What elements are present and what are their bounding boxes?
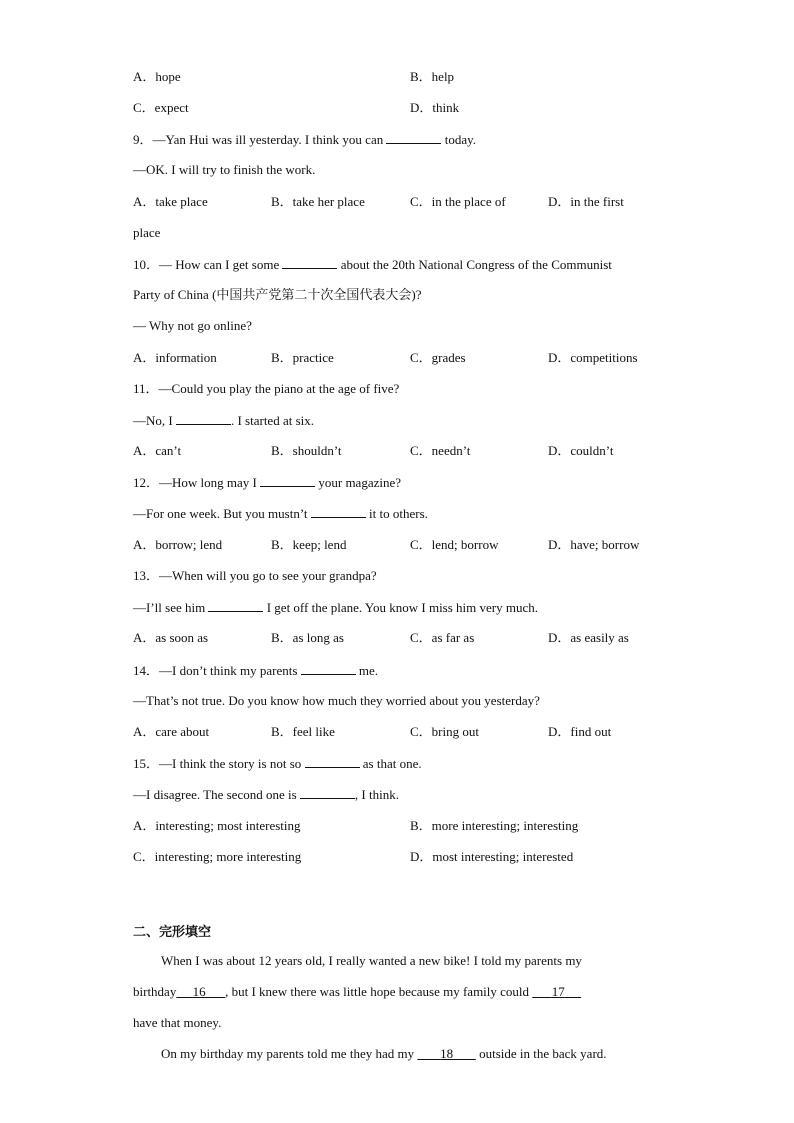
q11-option-a: A．can’t: [133, 443, 182, 458]
q15-reply: [133, 786, 399, 803]
q12-option-a: A．borrow; lend: [133, 537, 223, 552]
passage-line-1: When I was about 12 years old, I really wanted a new bike! I told my parents my: [161, 953, 582, 968]
q8-option-d: D．think: [410, 100, 460, 115]
q12-option-d: D．have; borrow: [548, 537, 640, 552]
q15-blank-2: [300, 786, 355, 799]
q11-option-b: B．shouldn’t: [271, 443, 342, 458]
q11-reply-end: . I started at six.: [230, 413, 315, 428]
q10-stem: [133, 256, 612, 273]
q13-option-c: C．as far as: [410, 630, 475, 645]
q11-reply-text: —No, I: [133, 413, 173, 428]
q13-stem: 13．—When will you go to see your grandpa?: [133, 568, 377, 583]
q11-blank: [176, 412, 231, 425]
blank-17-number: 17: [551, 984, 565, 999]
blank-16-number: 16: [192, 984, 206, 999]
q10-blank: [282, 256, 337, 269]
q11-option-c: C．needn’t: [410, 443, 471, 458]
q10-stem-text: 10．— How can I get some: [133, 257, 280, 272]
q9-stem-end: today.: [444, 132, 477, 147]
q15-reply-end: , I think.: [354, 787, 399, 802]
blank-17: [532, 984, 581, 999]
q9-option-b: B．take her place: [271, 194, 365, 209]
q10-stem-mid: about the 20th National Congress of the Communist: [340, 257, 612, 272]
q13-option-b: B．as long as: [271, 630, 344, 645]
q9-blank: [386, 131, 441, 144]
blank-18-number: 18: [440, 1046, 454, 1061]
q13-reply: [133, 599, 538, 616]
q10-option-a: A．information: [133, 350, 217, 365]
q12-option-c: C．lend; borrow: [410, 537, 499, 552]
q11-reply: [133, 412, 314, 429]
q14-blank: [301, 662, 356, 675]
q12-reply: [133, 505, 428, 522]
passage-line-3: have that money.: [133, 1015, 222, 1030]
q13-blank: [208, 599, 263, 612]
q14-option-a: A．care about: [133, 724, 210, 739]
q15-reply-text: —I disagree. The second one is: [133, 787, 297, 802]
q12-blank-1: [260, 474, 315, 487]
q13-reply-text: —I’ll see him: [133, 600, 206, 615]
q9-option-d: D．in the first: [548, 194, 624, 209]
blank-16: [176, 984, 225, 999]
q14-option-d: D．find out: [548, 724, 612, 739]
passage-text-2: On my birthday my parents told me they had my: [161, 1046, 415, 1061]
q9-option-d-wrap: place: [133, 225, 161, 240]
q15-option-b: B．more interesting; interesting: [410, 818, 579, 833]
q10-option-d: D．competitions: [548, 350, 638, 365]
q15-option-a: A．interesting; most interesting: [133, 818, 301, 833]
q9-stem-text: 9．—Yan Hui was ill yesterday. I think you can: [133, 132, 384, 147]
q8-option-c: C．expect: [133, 100, 189, 115]
q14-stem-end: me.: [358, 663, 379, 678]
q8-option-b: B．help: [410, 69, 455, 84]
q14-stem: [133, 662, 378, 679]
q14-option-c: C．bring out: [410, 724, 479, 739]
q15-blank-1: [305, 755, 360, 768]
q14-option-b: B．feel like: [271, 724, 335, 739]
q15-option-d: D．most interesting; interested: [410, 849, 574, 864]
q11-option-d: D．couldn’t: [548, 443, 614, 458]
passage-text-2-end: outside in the back yard.: [479, 1046, 607, 1061]
q12-stem: [133, 474, 401, 491]
q12-option-b: B．keep; lend: [271, 537, 347, 552]
passage-line-4: [161, 1046, 607, 1062]
blank-18: [417, 1046, 476, 1061]
q9-stem: [133, 131, 476, 148]
q15-stem: [133, 755, 422, 772]
passage-line-2: [133, 984, 581, 1000]
q12-stem-text: 12．—How long may I: [133, 475, 257, 490]
q14-reply: —That’s not true. Do you know how much they worried about you yesterday?: [133, 693, 540, 708]
q10-option-c: C．grades: [410, 350, 466, 365]
q10-reply: — Why not go online?: [133, 318, 252, 333]
q12-blank-2: [311, 505, 366, 518]
q15-option-c: C．interesting; more interesting: [133, 849, 302, 864]
q12-stem-end: your magazine?: [318, 475, 402, 490]
q9-option-a: A．take place: [133, 194, 208, 209]
q14-stem-text: 14．—I don’t think my parents: [133, 663, 298, 678]
q12-reply-text: —For one week. But you mustn’t: [133, 506, 308, 521]
q13-option-a: A．as soon as: [133, 630, 209, 645]
q10-stem-cont: Party of China (中国共产党第二十次全国代表大会)?: [133, 287, 422, 302]
q11-stem: 11．—Could you play the piano at the age of five?: [133, 381, 400, 396]
q8-option-a: A．hope: [133, 69, 181, 84]
q12-reply-end: it to others.: [369, 506, 428, 521]
q9-reply: —OK. I will try to finish the work.: [133, 162, 316, 177]
q15-stem-text: 15．—I think the story is not so: [133, 756, 302, 771]
q9-option-c: C．in the place of: [410, 194, 506, 209]
passage-text-cont: , but I knew there was little hope because my family could: [225, 984, 530, 999]
passage-text: birthday: [133, 984, 177, 999]
q13-reply-end: I get off the plane. You know I miss him very much.: [266, 600, 539, 615]
q10-option-b: B．practice: [271, 350, 334, 365]
q15-stem-end: as that one.: [362, 756, 422, 771]
q13-option-d: D．as easily as: [548, 630, 629, 645]
section-heading: 二、完形填空: [133, 925, 212, 940]
